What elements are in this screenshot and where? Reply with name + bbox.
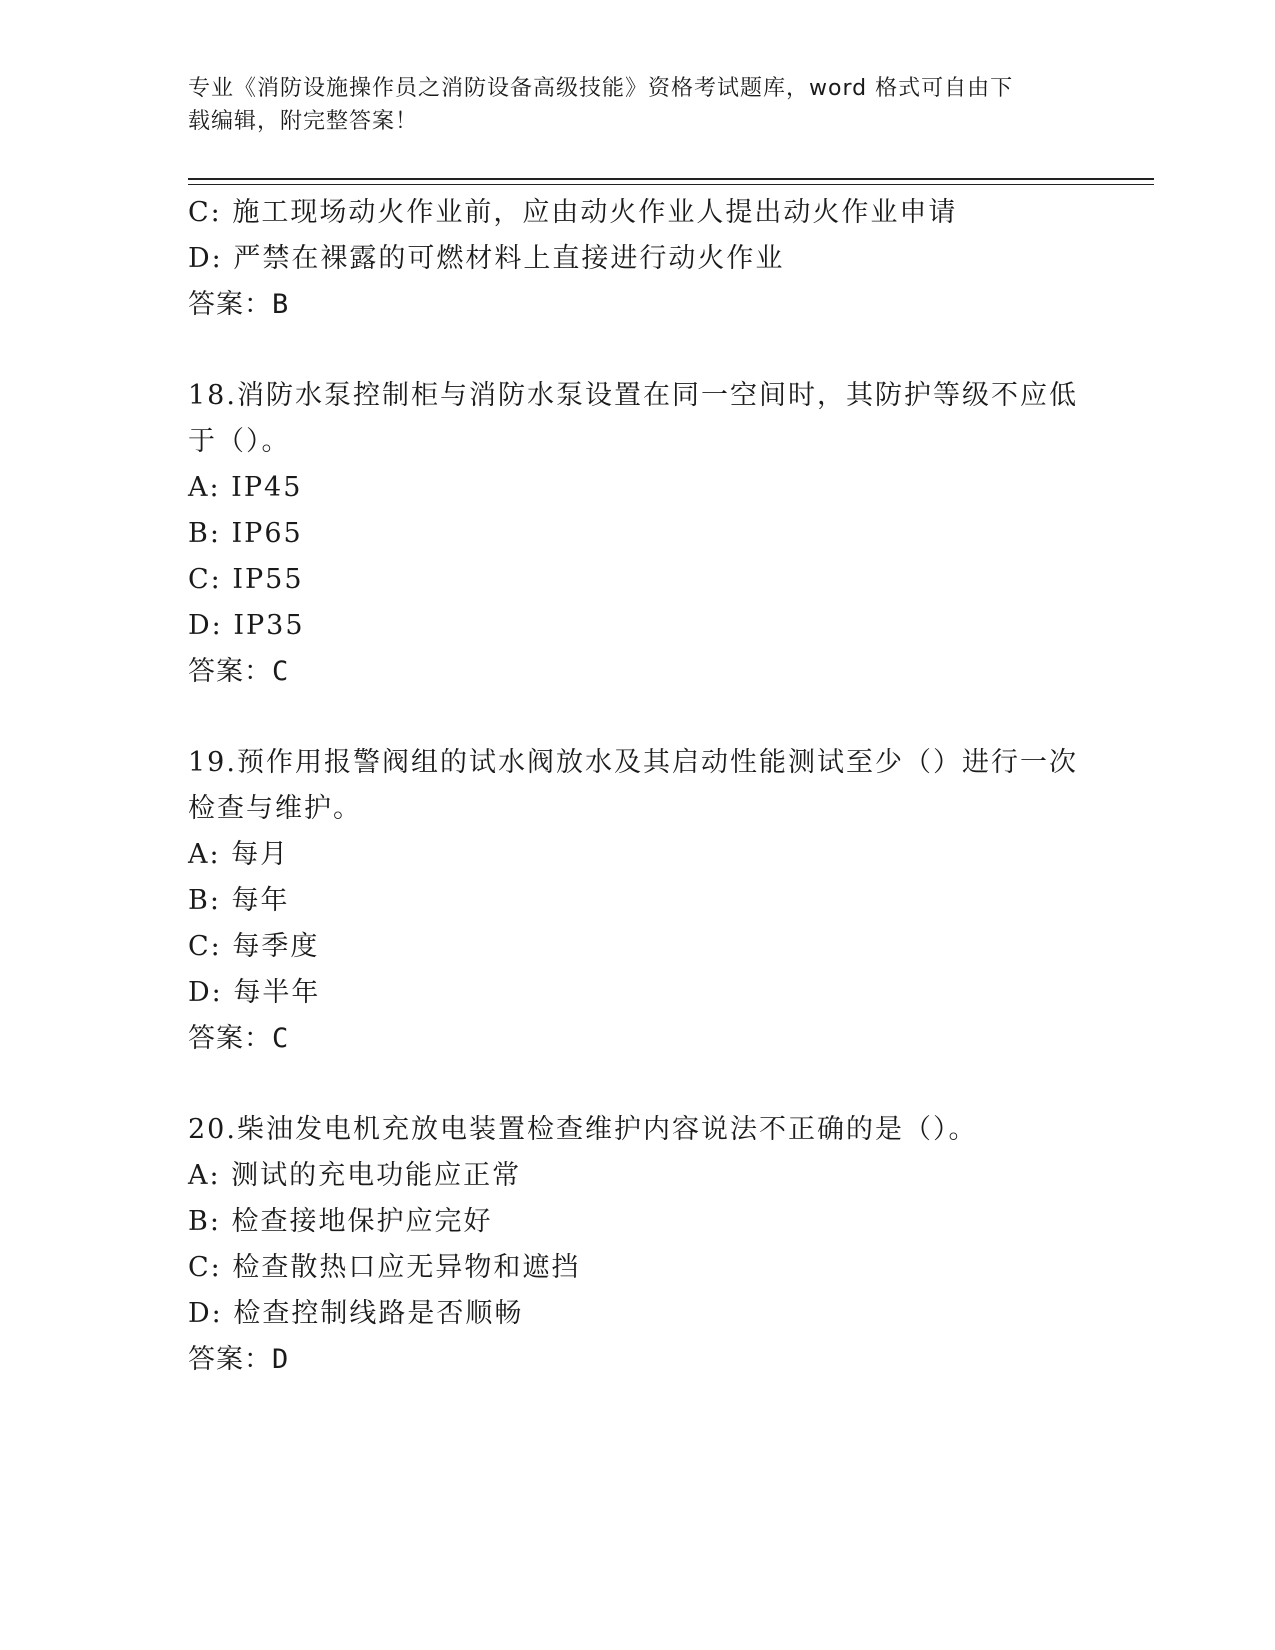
header-line-2: 载编辑，附完整答案！ — [188, 109, 419, 134]
option-c: C: 检查散热口应无异物和遮挡 — [188, 1252, 581, 1283]
answer-line: 答案：D — [188, 1344, 290, 1375]
header-divider-thick — [188, 178, 1154, 180]
option-a: A: 每月 — [188, 839, 290, 870]
question-stem: 20.柴油发电机充放电装置检查维护内容说法不正确的是（）。 — [188, 1114, 978, 1145]
option-a: A: 测试的充电功能应正常 — [188, 1160, 522, 1191]
answer-line: 答案：B — [188, 289, 290, 320]
question-17-continued — [188, 190, 1088, 328]
option-a: A: IP45 — [188, 472, 303, 503]
option-b: B: 检查接地保护应完好 — [188, 1206, 493, 1237]
option-d: D: 每半年 — [188, 977, 321, 1008]
question-content — [188, 190, 1088, 1383]
question-stem-continued: 于（）。 — [188, 426, 291, 457]
option-d: D: IP35 — [188, 610, 305, 641]
option-d: D: 检查控制线路是否顺畅 — [188, 1298, 524, 1329]
question-18 — [188, 373, 1088, 695]
spacer — [188, 695, 1088, 740]
option-d: D: 严禁在裸露的可燃材料上直接进行动火作业 — [188, 243, 785, 274]
option-c: C: 每季度 — [188, 931, 320, 962]
page-header — [188, 72, 1068, 138]
answer-line: 答案：C — [188, 656, 290, 687]
option-c: C: 施工现场动火作业前，应由动火作业人提出动火作业申请 — [188, 197, 958, 228]
option-c: C: IP55 — [188, 564, 304, 595]
spacer — [188, 328, 1088, 373]
question-stem: 18.消防水泵控制柜与消防水泵设置在同一空间时，其防护等级不应低 — [188, 380, 1078, 411]
option-b: B: IP65 — [188, 518, 303, 549]
header-line-1: 专业《消防设施操作员之消防设备高级技能》资格考试题库，word 格式可自由下 — [188, 76, 1014, 101]
question-stem: 19.预作用报警阀组的试水阀放水及其启动性能测试至少（）进行一次 — [188, 747, 1078, 778]
question-20 — [188, 1107, 1088, 1383]
spacer — [188, 1062, 1088, 1107]
header-divider-thin — [188, 184, 1154, 185]
option-b: B: 每年 — [188, 885, 290, 916]
question-19 — [188, 740, 1088, 1062]
question-stem-continued: 检查与维护。 — [188, 793, 362, 824]
answer-line: 答案：C — [188, 1023, 290, 1054]
